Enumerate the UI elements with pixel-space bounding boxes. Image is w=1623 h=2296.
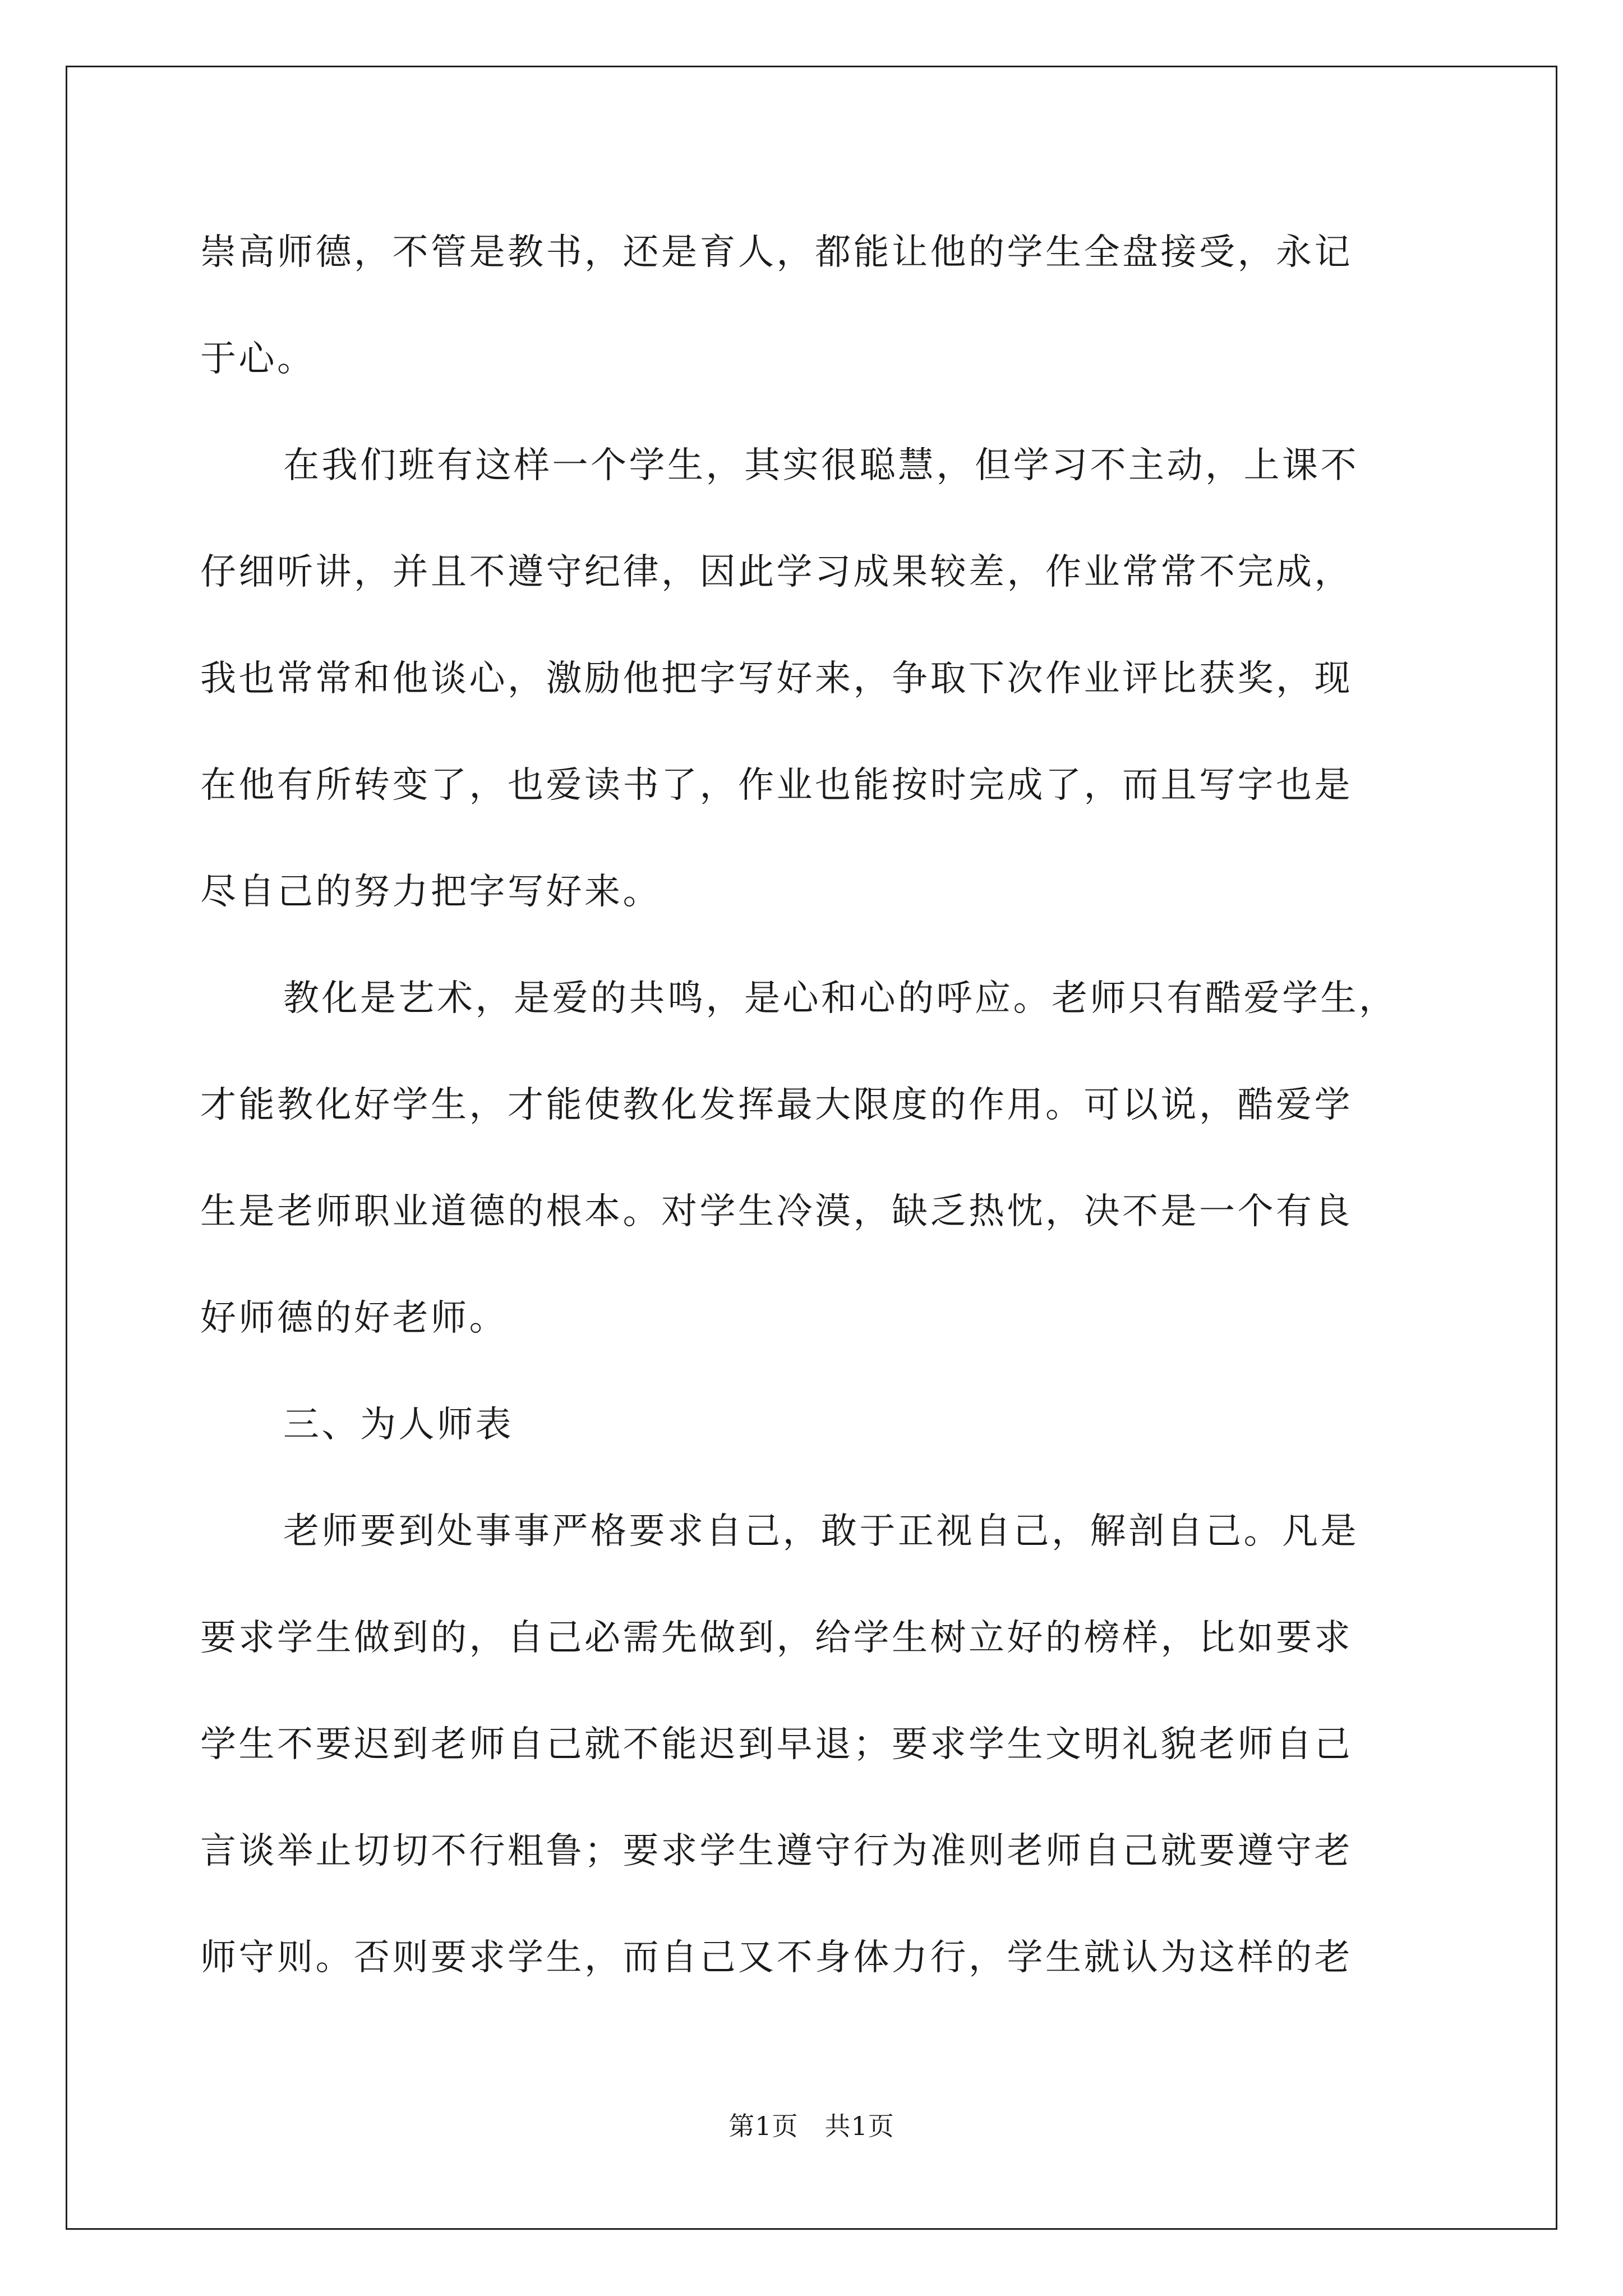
text-line: 崇高师德，不管是教书，还是育人，都能让他的学生全盘接受，永记 [200,232,1353,273]
page-footer: 第1页 共1页 [728,2111,895,2141]
text-line: 言谈举止切切不行粗鲁；要求学生遵守行为准则老师自己就要遵守老 [200,1830,1353,1872]
text-line: 在我们班有这样一个学生，其实很聪慧，但学习不主动，上课不 [283,445,1359,486]
text-line: 生是老师职业道德的根本。对学生冷漠，缺乏热忱，决不是一个有良 [200,1191,1353,1232]
text-line: 要求学生做到的，自己必需先做到，给学生树立好的榜样，比如要求 [200,1617,1353,1659]
text-line: 学生不要迟到老师自己就不能迟到早退；要求学生文明礼貌老师自己 [200,1724,1353,1765]
text-line: 尽自己的努力把字写好来。 [200,871,661,913]
text-line: 教化是艺术，是爱的共鸣，是心和心的呼应。老师只有酷爱学生， [283,978,1398,1019]
text-line: 才能教化好学生，才能使教化发挥最大限度的作用。可以说，酷爱学 [200,1084,1353,1126]
text-line: 师守则。否则要求学生，而自己又不身体力行，学生就认为这样的老 [200,1937,1353,1978]
text-line: 于心。 [200,338,316,380]
text-line: 我也常常和他谈心，激励他把字写好来，争取下次作业评比获奖，现 [200,658,1353,700]
text-line: 在他有所转变了，也爱读书了，作业也能按时完成了，而且写字也是 [200,765,1353,806]
text-line: 老师要到处事事严格要求自己，敢于正视自己，解剖自己。凡是 [283,1511,1359,1552]
document-body [200,210,1428,2022]
text-line: 三、为人师表 [283,1404,514,1446]
text-line: 好师德的好老师。 [200,1297,508,1339]
text-line: 仔细听讲，并且不遵守纪律，因此学习成果较差，作业常常不完成， [200,551,1353,593]
